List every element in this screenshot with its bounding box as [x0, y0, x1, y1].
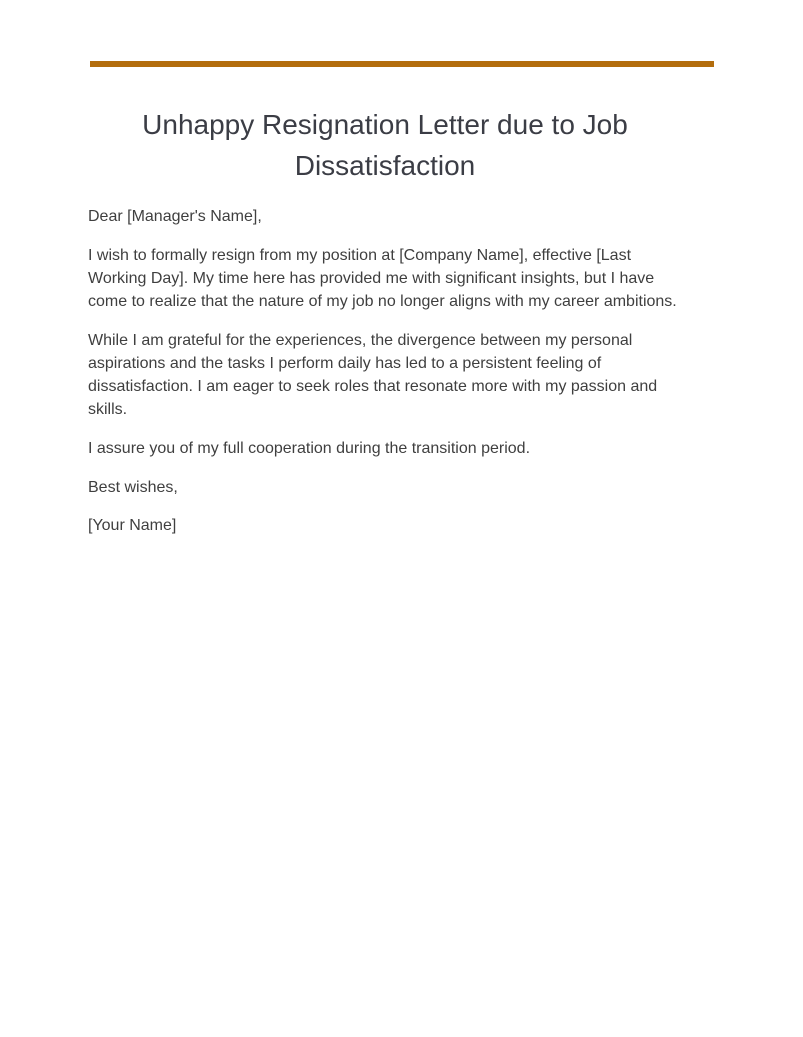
body-paragraph-1: I wish to formally resign from my position at [Company Name], effective [Last Working Day]. My time here has provided me with significant insights, but I have come to realize that the nature of my job no longer aligns with my career ambitions. [88, 247, 677, 310]
body-paragraph-3: I assure you of my full cooperation during the transition period. [88, 440, 531, 457]
body-paragraph-2: While I am grateful for the experiences, the divergence between my personal aspirations and the tasks I perform daily has led to a persistent feeling of dissatisfaction. I am eager to seek roles that resonate more with my passion and skills. [88, 332, 658, 418]
document-title: Unhappy Resignation Letter due to Job Dissatisfaction [142, 109, 628, 181]
salutation: Dear [Manager's Name], [88, 208, 262, 225]
closing: Best wishes, [88, 479, 178, 496]
top-accent-rule [90, 61, 714, 67]
signature: [Your Name] [88, 517, 177, 534]
